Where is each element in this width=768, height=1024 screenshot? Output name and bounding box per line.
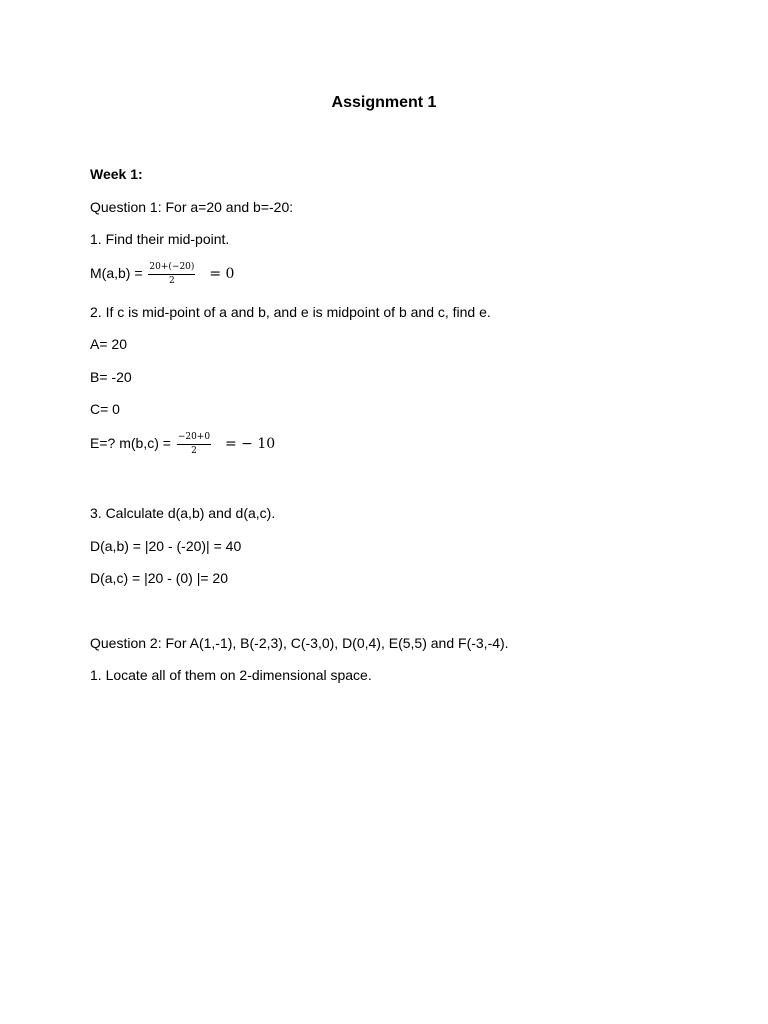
a-value: A= 20 xyxy=(90,336,127,352)
question-1-part-1: 1. Find their mid-point. xyxy=(90,231,230,247)
midpoint-fraction xyxy=(148,262,195,287)
e-equation xyxy=(90,432,275,457)
question-1-part-2: 2. If c is mid-point of a and b, and e is midpoint of b and c, find e. xyxy=(90,304,491,320)
document-title: Assignment 1 xyxy=(331,94,437,111)
question-2-prompt: Question 2: For A(1,-1), B(-2,3), C(-3,0), D(0,4), E(5,5) and F(-3,-4). xyxy=(90,635,509,651)
c-value: C= 0 xyxy=(90,401,120,417)
e-result: = − 10 xyxy=(224,436,276,453)
e-denominator: 2 xyxy=(191,446,197,456)
week-heading: Week 1: xyxy=(90,166,143,182)
midpoint-numerator: 20+(−20) xyxy=(148,262,195,275)
distance-ab: D(a,b) = |20 - (-20)| = 40 xyxy=(90,538,242,554)
e-fraction xyxy=(177,432,211,457)
question-1-part-3: 3. Calculate d(a,b) and d(a,c). xyxy=(90,505,276,521)
question-2-part-1: 1. Locate all of them on 2-dimensional space. xyxy=(90,667,372,683)
distance-ac: D(a,c) = |20 - (0) |= 20 xyxy=(90,570,228,586)
midpoint-equation xyxy=(90,262,234,287)
midpoint-result: = 0 xyxy=(209,266,235,283)
midpoint-lhs: M(a,b) = xyxy=(90,265,143,282)
question-1-prompt: Question 1: For a=20 and b=-20: xyxy=(90,199,294,215)
b-value: B= -20 xyxy=(90,369,132,385)
e-numerator: −20+0 xyxy=(177,432,211,445)
e-lhs: E=? m(b,c) = xyxy=(90,435,171,452)
midpoint-denominator: 2 xyxy=(169,276,175,286)
